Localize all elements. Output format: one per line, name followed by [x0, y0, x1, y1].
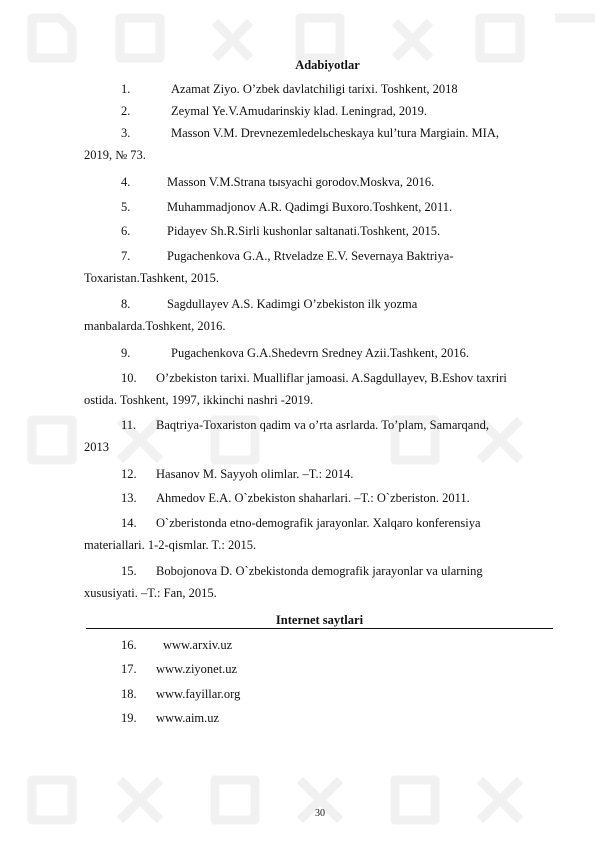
- reference-number: 6.: [121, 224, 131, 238]
- website-item: [86, 707, 553, 729]
- reference-text: Sagdullayev A.S. Kadimgi O’zbekiston ilk yozma: [167, 297, 418, 311]
- website-url[interactable]: www.aim.uz: [156, 711, 220, 725]
- website-item: [86, 683, 553, 705]
- reference-number: 4.: [121, 175, 131, 189]
- reference-text-continued: 2019, № 73.: [84, 148, 146, 162]
- reference-number: 14.: [121, 516, 137, 530]
- bibliography-heading: Adabiyotlar: [295, 58, 360, 72]
- website-number: 19.: [121, 711, 137, 725]
- reference-item: [86, 171, 553, 193]
- reference-text: Pugachenkova G.A., Rtveladze E.V. Severnaya Baktriya-: [167, 249, 454, 263]
- reference-item: [86, 342, 553, 364]
- reference-text: Muhammadjonov A.R. Qadimgi Buxoro.Toshkent, 2011.: [167, 200, 453, 214]
- website-number: 16.: [121, 638, 137, 652]
- reference-item: [86, 220, 553, 242]
- reference-number: 8.: [121, 297, 131, 311]
- reference-text-continued: ostida. Toshkent, 1997, ikkinchi nashri -2019.: [84, 393, 314, 407]
- reference-number: 12.: [121, 467, 137, 481]
- reference-text: Masson V.M. Drevnezemledelьcheskaya kul’tura Margiain. MIA,: [171, 126, 499, 140]
- reference-item: [86, 196, 553, 218]
- reference-item: [86, 245, 553, 289]
- reference-number: 5.: [121, 200, 131, 214]
- reference-number: 7.: [121, 249, 131, 263]
- reference-text-continued: xususiyati. –T.: Fan, 2015.: [84, 586, 217, 600]
- reference-text: O`zberistonda etno-demografik jarayonlar. Xalqaro konferensiya: [156, 516, 481, 530]
- reference-item: [86, 367, 553, 411]
- website-url[interactable]: www.arxiv.uz: [163, 638, 233, 652]
- website-item: [86, 634, 553, 656]
- reference-text-continued: manbalarda.Toshkent, 2016.: [84, 319, 226, 333]
- website-number: 17.: [121, 662, 137, 676]
- internet-sites-heading: Internet saytlari: [86, 613, 553, 629]
- reference-item: [86, 78, 553, 100]
- reference-item: [86, 122, 553, 166]
- reference-text: Hasanov M. Sayyoh olimlar. –T.: 2014.: [156, 467, 354, 481]
- reference-text: O’zbekiston tarixi. Mualliflar jamoasi. A.Sagdullayev, B.Eshov taxriri: [156, 371, 507, 385]
- reference-item: [86, 414, 553, 458]
- reference-number: 3.: [121, 126, 131, 140]
- reference-number: 13.: [121, 491, 137, 505]
- reference-text-continued: materiallari. 1-2-qismlar. T.: 2015.: [84, 538, 257, 552]
- reference-number: 2.: [121, 104, 131, 118]
- reference-number: 11.: [121, 418, 137, 432]
- reference-text: Bobojonova D. O`zbekistonda demografik jarayonlar va ularning: [156, 564, 483, 578]
- reference-text: Baqtriya-Toxariston qadim va o’rta asrlarda. To’plam, Samarqand,: [156, 418, 489, 432]
- reference-text-continued: 2013: [84, 440, 109, 454]
- reference-item: [86, 512, 553, 556]
- website-url[interactable]: www.fayillar.org: [156, 687, 241, 701]
- reference-item: [86, 100, 553, 122]
- page-number: 30: [315, 808, 325, 819]
- reference-number: 10.: [121, 371, 137, 385]
- website-number: 18.: [121, 687, 137, 701]
- reference-item: [86, 560, 553, 604]
- website-item: [86, 658, 553, 680]
- reference-number: 15.: [121, 564, 137, 578]
- reference-text: Pugachenkova G.A.Shedevrn Sredney Azii.Tashkent, 2016.: [171, 346, 470, 360]
- reference-text-continued: Toxaristan.Tashkent, 2015.: [84, 271, 220, 285]
- reference-text: Ahmedov E.A. O`zbekiston shaharlari. –T.: O`zberiston. 2011.: [156, 491, 470, 505]
- reference-item: [86, 487, 553, 509]
- reference-item: [86, 463, 553, 485]
- reference-text: Pidayev Sh.R.Sirli kushonlar saltanati.Toshkent, 2015.: [167, 224, 441, 238]
- reference-text: Zeymal Ye.V.Amudarinskiy klad. Leningrad, 2019.: [171, 104, 427, 118]
- reference-item: [86, 293, 553, 337]
- reference-number: 1.: [121, 82, 131, 96]
- reference-text: Masson V.M.Strana tыsyachi gorodov.Moskva, 2016.: [167, 175, 435, 189]
- reference-number: 9.: [121, 346, 131, 360]
- website-url[interactable]: www.ziyonet.uz: [156, 662, 238, 676]
- reference-text: Azamat Ziyo. O’zbek davlatchiligi tarixi. Toshkent, 2018: [171, 82, 458, 96]
